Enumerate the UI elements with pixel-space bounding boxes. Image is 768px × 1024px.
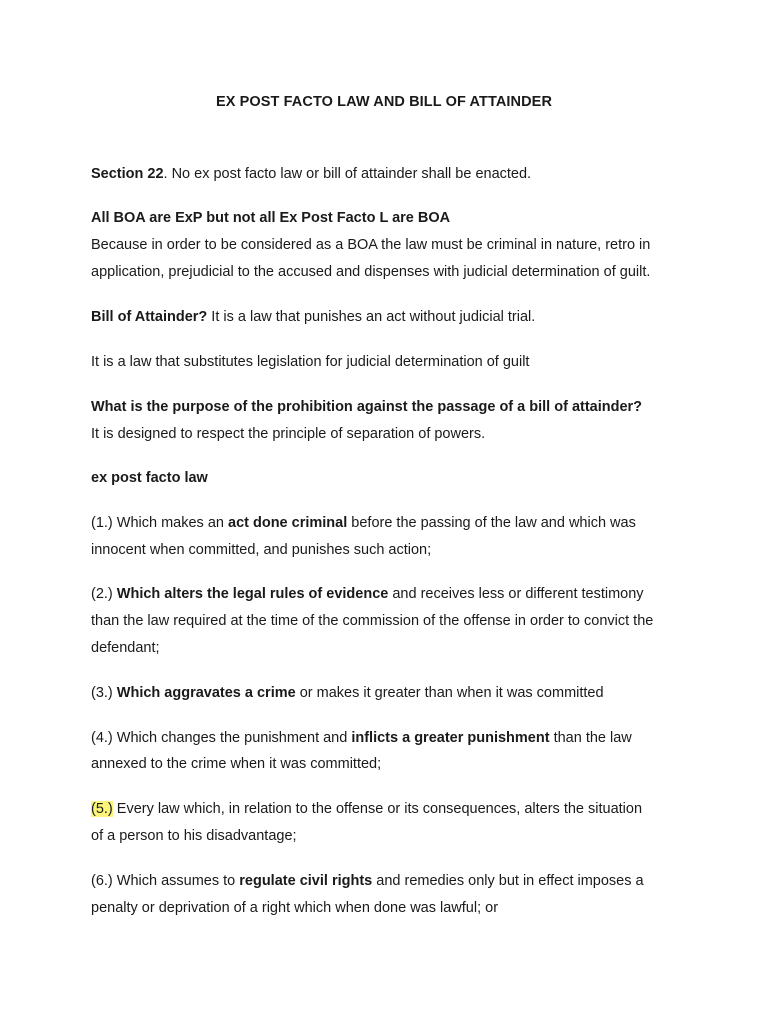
bill-of-attainder-text: It is a law that punishes an act without judicial trial. — [207, 309, 536, 325]
item-3-bold: Which aggravates a crime — [116, 685, 296, 701]
bill-of-attainder-paragraph — [91, 308, 535, 326]
item-3-rest: or makes it greater than when it was committed — [295, 685, 604, 701]
boa-explanation-line-2: application, prejudicial to the accused and dispenses with judicial determination of guilt. — [91, 264, 651, 280]
item-2-prefix: (2.) — [91, 586, 117, 602]
item-6-rest: and remedies only but in effect imposes a — [372, 873, 644, 889]
document-title: EX POST FACTO LAW AND BILL OF ATTAINDER — [215, 94, 553, 110]
purpose-question: What is the purpose of the prohibition against the passage of a bill of attainder? — [91, 399, 643, 415]
item-6-bold: regulate civil rights — [239, 873, 373, 889]
item-3-line-1 — [91, 684, 604, 702]
section-22-paragraph — [91, 165, 531, 183]
item-4-line-2: annexed to the crime when it was committed; — [91, 756, 382, 772]
item-5-highlighted-number: (5.) — [91, 801, 113, 817]
item-2-line-2: than the law required at the time of the commission of the offense in order to convict the — [91, 613, 654, 629]
item-1-bold: act done criminal — [228, 515, 348, 531]
item-4-bold: inflicts a greater punishment — [351, 730, 550, 746]
section-22-text: . No ex post facto law or bill of attainder shall be enacted. — [163, 166, 532, 182]
item-6-line-1 — [91, 872, 644, 890]
epfl-heading: ex post facto law — [91, 470, 208, 486]
boa-explanation-line-1: Because in order to be considered as a BOA the law must be criminal in nature, retro in — [91, 237, 651, 253]
item-5-line-1 — [91, 800, 642, 818]
item-2-line-3: defendant; — [91, 640, 160, 656]
item-4-line-1 — [91, 729, 632, 747]
item-4-prefix: (4.) Which changes the punishment and — [91, 730, 352, 746]
item-2-rest: and receives less or different testimony — [388, 586, 644, 602]
item-1-prefix: (1.) Which makes an — [91, 515, 228, 531]
item-5-rest: Every law which, in relation to the offense or its consequences, alters the situation — [112, 801, 643, 817]
bill-of-attainder-label: Bill of Attainder? — [91, 309, 208, 325]
item-6-prefix: (6.) Which assumes to — [91, 873, 240, 889]
item-6-line-2: penalty or deprivation of a right which when done was lawful; or — [91, 900, 499, 916]
item-2-bold: Which alters the legal rules of evidence — [116, 586, 389, 602]
item-1-line-2: innocent when committed, and punishes such action; — [91, 542, 432, 558]
section-22-label: Section 22 — [91, 166, 164, 182]
item-2-line-1 — [91, 585, 644, 603]
item-1-line-1 — [91, 514, 636, 532]
item-3-prefix: (3.) — [91, 685, 117, 701]
purpose-answer: It is designed to respect the principle of separation of powers. — [91, 426, 486, 442]
item-4-rest: than the law — [549, 730, 632, 746]
boa-heading: All BOA are ExP but not all Ex Post Facto L are BOA — [91, 210, 451, 226]
item-5-line-2: of a person to his disadvantage; — [91, 828, 297, 844]
item-1-rest: before the passing of the law and which was — [347, 515, 636, 531]
substitutes-paragraph: It is a law that substitutes legislation for judicial determination of guilt — [91, 354, 530, 370]
